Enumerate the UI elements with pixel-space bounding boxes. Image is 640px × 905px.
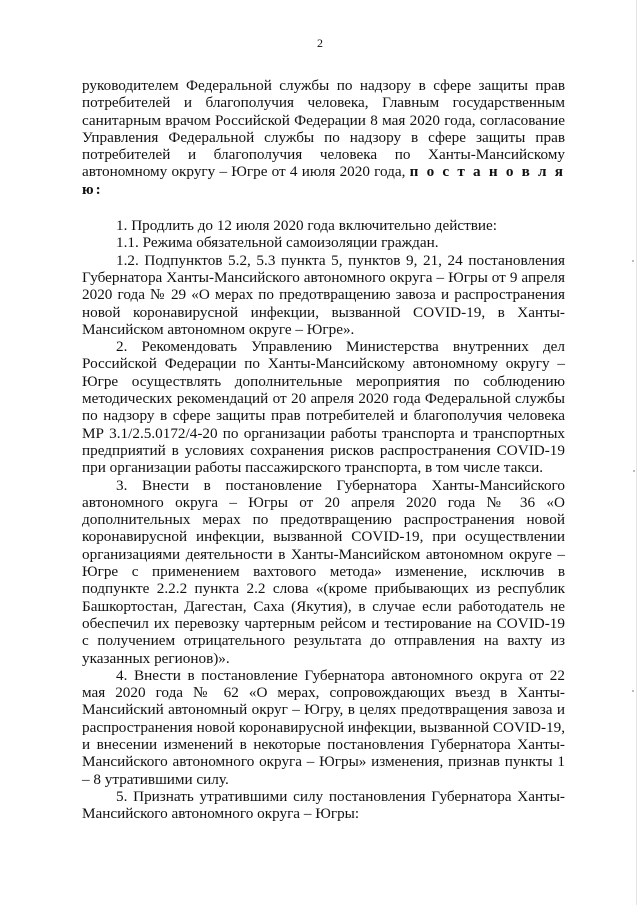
paragraph-3: 3. Внести в постановление Губернатора Ханты-Мансийского автономного округа – Югры от 20 апреля 2020 года № 36 «О дополнительных мерах по предотвращению распространения новой коронавирусной инфекции, вызванной COVID-19, при осуществлении организациями деятельности в Ханты-Мансийском автономном округе – Югре с применением вахтового метода» изменение, исключив в подпункте 2.2.2 пункта 2.2 слова «(кроме прибывающих из республик Башкортостан, Дагестан, Саха (Якутия), в случае если работодатель не обеспечил их перевозку чартерным рейсом и тестирование на COVID-19 с получением отрицательного результата до отправления на вахту из указанных регионов)».	[82, 476, 565, 667]
scan-speck	[632, 260, 634, 262]
scan-speck	[632, 690, 634, 692]
paragraph-1-2: 1.2. Подпунктов 5.2, 5.3 пункта 5, пунктов 9, 21, 24 постановления Губернатора Ханты-Мансийского автономного округа – Югры от 9 апреля 2020 года № 29 «О мерах по предотвращению завоза и распространения новой коронавирусной инфекции, вызванной COVID-19, в Ханты-Мансийском автономном округе – Югре».	[82, 251, 565, 338]
paragraph-2: 2. Рекомендовать Управлению Министерства внутренних дел Российской Федерации по Ханты-Мансийскому автономному округу – Югре осуществлять дополнительные мероприятия по соблюдению методических рекомендаций от 20 апреля 2020 года Федеральной службы по надзору в сфере защиты прав потребителей и благополучия человека МР 3.1/2.5.0172/4-20 по организации работы транспорта и транспортных предприятий в условиях сохранения рисков распространения COVID-19 при организации работы пассажирского транспорта, в том числе такси.	[82, 338, 565, 477]
paragraph-1-1: 1.1. Режима обязательной самоизоляции граждан.	[116, 234, 439, 252]
opening-text: руководителем Федеральной службы по надзору в сфере защиты прав потребителей и благополучия человека, Главным государственным санитарным врачом Российской Федерации 8 мая 2020 года, согласование Управления Федеральной службы по надзору в сфере защиты прав потребителей и благополучия человека по Ханты-Мансийскому автономному округу – Югре от 4 июля 2020 года,	[82, 77, 565, 181]
paragraph-1: 1. Продлить до 12 июля 2020 года включительно действие:	[116, 217, 497, 235]
scan-speck	[633, 470, 635, 472]
page-number: 2	[317, 36, 323, 50]
paragraph-5: 5. Признать утратившими силу постановления Губернатора Ханты-Мансийского автономного округа – Югры:	[82, 787, 565, 823]
scan-edge-line	[636, 0, 637, 905]
paragraph-4: 4. Внести в постановление Губернатора автономного округа от 22 мая 2020 года № 62 «О мерах, сопровождающих въезд в Ханты-Мансийский автономный округ – Югру, в целях предотвращения завоза и распространения новой коронавирусной инфекции, вызванной COVID-19, и внесении изменений в некоторые постановления Губернатора Ханты-Мансийского автономного округа – Югры» изменения, признав пункты 1 – 8 утратившими силу.	[82, 666, 565, 788]
opening-paragraph	[82, 77, 565, 198]
decree-word: п о с т а н о в л я ю:	[82, 163, 565, 198]
document-body	[82, 77, 565, 822]
